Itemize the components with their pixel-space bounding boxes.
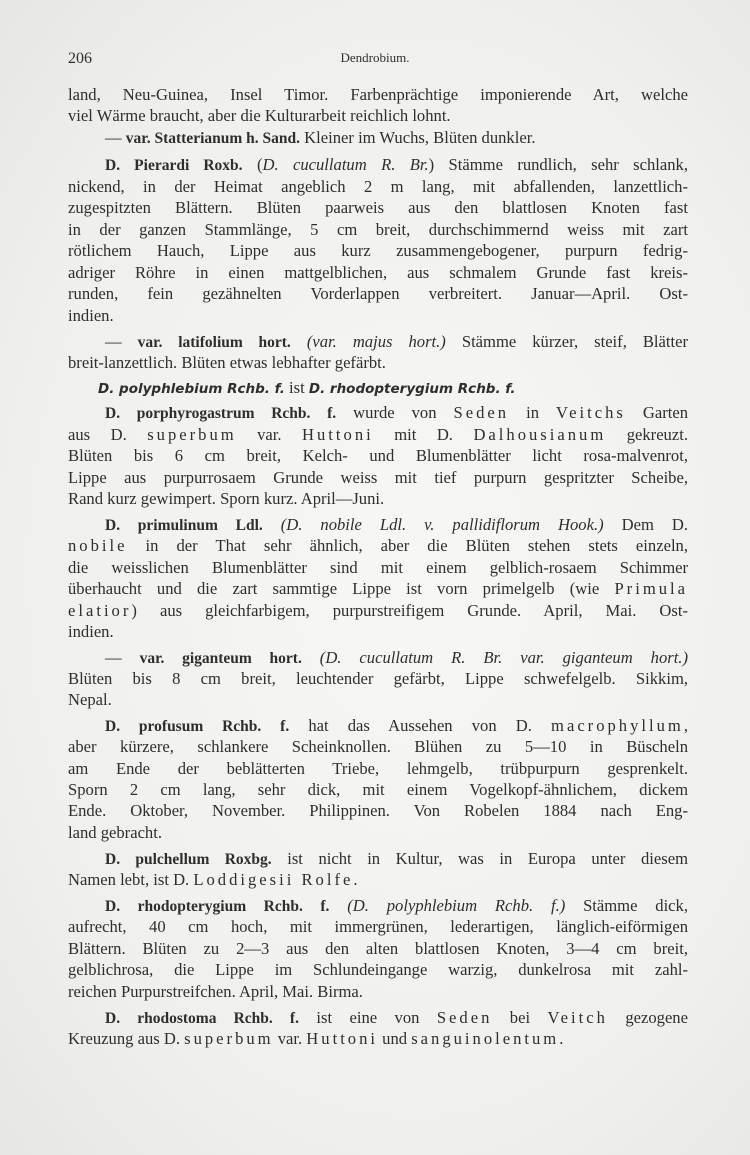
text-line [105, 155, 688, 176]
text-line [68, 601, 688, 621]
synonym: D. cucullatum R. Br. [262, 155, 429, 174]
text-run: Garten [625, 403, 689, 422]
text-line [68, 489, 688, 509]
text-run: ) aus gleichfarbigem, purpurstreifigem Grunde. April, Mai. Ost- [131, 601, 688, 620]
synonym: (var. majus hort.) [306, 332, 446, 351]
text-run: Nepal. [68, 690, 112, 709]
text-line [68, 737, 688, 757]
text-run: Namen lebt, ist D. [68, 870, 194, 889]
text-run: Rand kurz gewimpert. Sporn kurz. April—Juni. [68, 489, 385, 508]
text-run: , [683, 716, 688, 735]
taxon-name: D. pulchellum Roxbg. [105, 851, 272, 868]
text-line [68, 284, 688, 304]
taxon-name: D. rhodopterygium Rchb. f. [105, 898, 330, 915]
spaced-name: macrophyllum [551, 716, 684, 735]
text-run: aber kürzere, schlankere Scheinknollen. Blühen zu 5—10 in Büscheln [68, 737, 688, 756]
text-run: gekreuzt. [606, 425, 688, 444]
text-line [68, 220, 688, 240]
text-run: adriger Röhre in einen mattgelblichen, aus schmalem Grunde fast kreis- [68, 263, 688, 282]
text-run: var. [273, 1029, 307, 1048]
text-line [105, 648, 688, 669]
text-run: ist nicht in Kultur, was in Europa unter diesem [271, 849, 688, 868]
spaced-name: Primula [614, 579, 688, 598]
text-run: land, Neu-Guinea, Insel Timor. Farbenprächtige imponierende Art, welche [68, 85, 688, 104]
text-run: Kleiner im Wuchs, Blüten dunkler. [300, 128, 536, 147]
text-run: Blättern. Blüten zu 2—3 aus den alten blattlosen Knoten, 3—4 cm breit, [68, 939, 688, 958]
spaced-name: Huttoni [306, 1029, 379, 1048]
text-run: Blüten bis 6 cm breit, Kelch- und Blumenblätter licht rosa-malvenrot, [68, 446, 688, 465]
taxon-name: D. porphyrogastrum Rchb. f. [105, 405, 337, 422]
text-run: ) Stämme rundlich, sehr schlank, [428, 155, 688, 174]
spaced-name: Loddigesii Rolfe [193, 870, 354, 889]
text-run: Stämme kürzer, steif, Blätter [445, 332, 689, 351]
text-run [291, 332, 307, 351]
text-line [68, 982, 688, 1002]
text-line [68, 669, 688, 689]
text-run: aus D. [68, 425, 148, 444]
spaced-name: Huttoni [302, 425, 374, 444]
taxon-name: D. Pierardi Roxb. [105, 157, 243, 174]
text-run: indien. [68, 622, 114, 641]
cross-reference-name: D. polyphlebium Rchb. f. [98, 381, 285, 397]
text-run: — [105, 332, 138, 351]
spaced-name: sanguinolentum [411, 1029, 560, 1048]
text-run: var. [236, 425, 303, 444]
text-line [68, 106, 688, 126]
text-run: Lippe aus purpurrosaem Grunde weiss mit tief purpurn gespritzter Scheibe, [68, 468, 688, 487]
taxon-name: var. Statterianum h. Sand. [125, 130, 301, 147]
text-run: Dem D. [603, 515, 688, 534]
spaced-name: Dalhousianum [473, 425, 607, 444]
text-line [68, 823, 688, 843]
text-run: — [105, 128, 126, 147]
text-run [329, 896, 347, 915]
text-line [68, 780, 688, 800]
text-line [68, 558, 688, 578]
synonym: (D. cucullatum R. Br. var. giganteum hort.) [319, 648, 688, 667]
spaced-name: Seden [453, 403, 510, 422]
text-run: mit D. [373, 425, 474, 444]
text-run: in [509, 403, 556, 422]
text-run: hat das Aussehen von D. [289, 716, 552, 735]
synonym: (D. nobile Ldl. v. pallidiflorum Hook.) [280, 515, 604, 534]
text-line [98, 378, 688, 399]
text-run: Stämme dick, [565, 896, 688, 915]
text-run: überhaucht und die zart sammtige Lippe ist vorn primelgelb (wie [68, 579, 615, 598]
text-run: gezogene [607, 1008, 688, 1027]
spaced-name: elatior [68, 601, 132, 620]
text-line [68, 801, 688, 821]
text-run: land gebracht. [68, 823, 162, 842]
text-run: zugespitzten Blättern. Blüten paarweis aus den blattlosen Knoten fast [68, 198, 688, 217]
text-line [105, 332, 688, 353]
text-run: Blüten bis 8 cm breit, leuchtender gefärbt, Lippe schwefelgelb. Sikkim, [68, 669, 688, 688]
text-run: und [378, 1029, 412, 1048]
text-line [68, 579, 688, 599]
taxon-name: var. latifolium hort. [137, 334, 291, 351]
synonym: (D. polyphlebium Rchb. f.) [347, 896, 566, 915]
taxon-name: D. profusum Rchb. f. [105, 718, 290, 735]
text-run: nickend, in der Heimat angeblich 2 m lang, mit abfallenden, lanzettlich- [68, 177, 688, 196]
text-run: runden, fein gezähnelten Vorderlappen verbreitert. Januar—April. Ost- [68, 284, 688, 303]
text-run: — [105, 648, 140, 667]
text-line [68, 870, 688, 890]
text-run: . [353, 870, 358, 889]
text-run: Kreuzung aus D. [68, 1029, 185, 1048]
taxon-name: D. rhodostoma Rchb. f. [105, 1010, 299, 1027]
text-run: Ende. Oktober, November. Philippinen. Von Robelen 1884 nach Eng- [68, 801, 688, 820]
text-line [68, 198, 688, 218]
text-run: Sporn 2 cm lang, sehr dick, mit einem Vogelkopf-ähnlichem, dickem [68, 780, 688, 799]
text-line [68, 917, 688, 937]
text-line [105, 849, 688, 870]
spaced-name: Veitch [547, 1008, 608, 1027]
text-line [68, 306, 688, 326]
taxon-name: D. primulinum Ldl. [105, 517, 263, 534]
text-run: ist [284, 378, 309, 397]
text-line [68, 690, 688, 710]
text-line [105, 896, 688, 917]
text-run [302, 648, 320, 667]
text-run: ( [242, 155, 263, 174]
text-run: rötlichem Hauch, Lippe aus kurz zusammengebogener, purpurn fedrig- [68, 241, 688, 260]
text-run [263, 515, 281, 534]
text-run: gelblichrosa, die Lippe im Schlundeingange warzig, dunkelrosa mit zahl- [68, 960, 688, 979]
spaced-name: superbum [184, 1029, 274, 1048]
text-line [68, 468, 688, 488]
cross-reference-name: D. rhodopterygium Rchb. f. [308, 381, 516, 397]
text-line [68, 939, 688, 959]
text-run: die weisslichen Blumenblätter sind mit einem gelblich-rosaem Schimmer [68, 558, 688, 577]
text-line [68, 177, 688, 197]
text-line [105, 515, 688, 536]
taxon-name: var. giganteum hort. [139, 650, 302, 667]
text-line [105, 716, 688, 737]
text-run: indien. [68, 306, 114, 325]
text-run: in der That sehr ähnlich, aber die Blüten stehen stets einzeln, [127, 536, 688, 555]
text-run: reichen Purpurstreifchen. April, Mai. Birma. [68, 982, 363, 1001]
text-run: am Ende der beblätterten Triebe, lehmgelb, trübpurpurn gesprenkelt. [68, 759, 688, 778]
text-line [68, 353, 688, 373]
text-line [68, 960, 688, 980]
text-run: breit-lanzettlich. Blüten etwas lebhafter gefärbt. [68, 353, 386, 372]
text-line [68, 759, 688, 779]
spaced-name: nobile [68, 536, 128, 555]
text-line [68, 425, 688, 445]
text-line [68, 446, 688, 466]
text-line [105, 128, 688, 149]
text-run: bei [492, 1008, 548, 1027]
text-line [105, 1008, 688, 1029]
text-line [68, 622, 688, 642]
text-run: in der ganzen Stammlänge, 5 cm breit, durchschimmernd weiss mit zart [68, 220, 688, 239]
text-run: aufrecht, 40 cm hoch, mit immergrünen, lederartigen, länglich-eiförmigen [68, 917, 688, 936]
page-number: 206 [68, 50, 92, 67]
text-line [68, 263, 688, 283]
text-run: viel Wärme braucht, aber die Kulturarbeit reichlich lohnt. [68, 106, 451, 125]
spaced-name: superbum [147, 425, 237, 444]
spaced-name: Seden [436, 1008, 493, 1027]
text-line [68, 241, 688, 261]
spaced-name: Veitchs [556, 403, 626, 422]
text-line [68, 85, 688, 105]
text-line [68, 536, 688, 556]
text-line [105, 403, 688, 424]
text-run: ist eine von [298, 1008, 437, 1027]
text-run: wurde von [336, 403, 454, 422]
text-run: . [559, 1029, 564, 1048]
running-head: Dendrobium. [340, 50, 410, 65]
text-line [68, 1029, 688, 1049]
